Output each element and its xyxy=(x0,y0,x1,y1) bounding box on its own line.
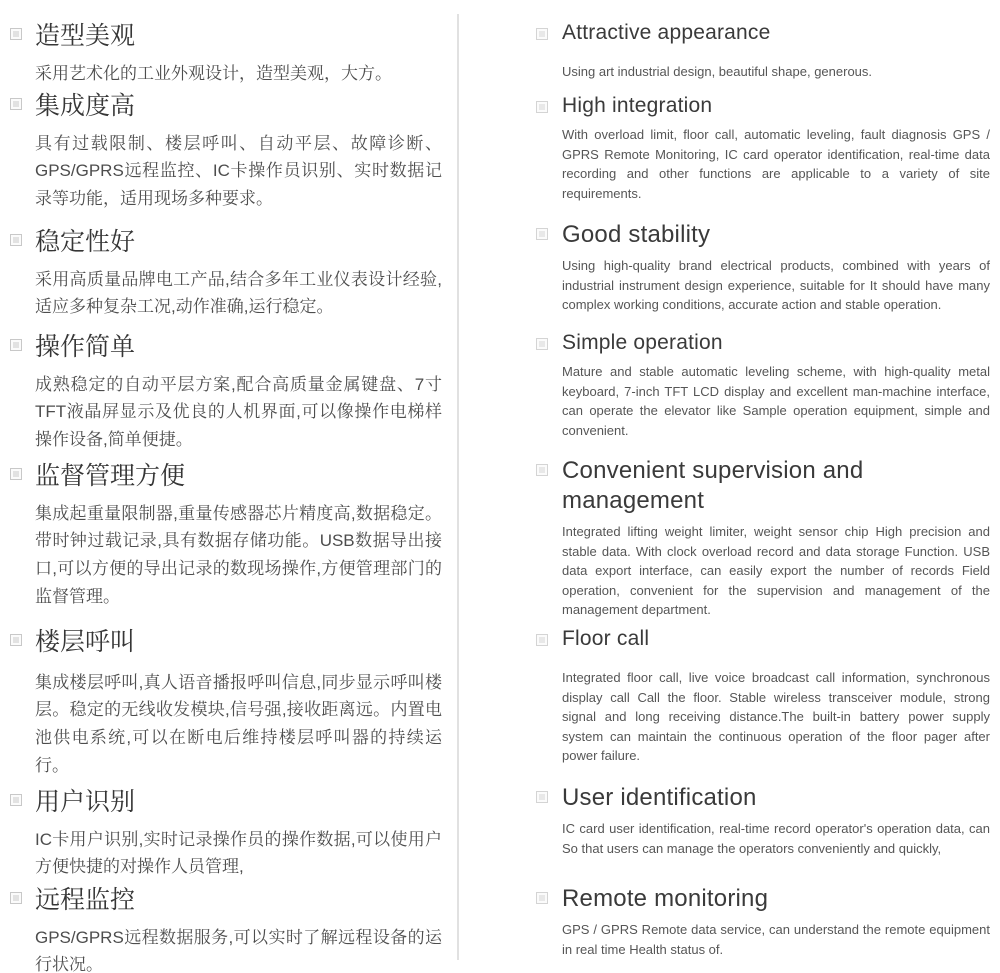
feature-body: GPS/GPRS远程数据服务,可以实时了解远程设备的运行状况。 xyxy=(35,927,442,973)
feature-title: User identification xyxy=(562,784,757,811)
feature-body: 成熟稳定的自动平层方案,配合高质量金属键盘、7寸TFT液晶屏显示及优良的人机界面,可以像操作电梯样操作设备,简单便捷。 xyxy=(35,374,443,449)
feature-title: High integration xyxy=(562,94,713,117)
feature-section-operation xyxy=(10,331,442,454)
feature-section-remote-monitoring xyxy=(536,884,990,959)
feature-title: 楼层呼叫 xyxy=(35,628,136,656)
feature-section-good-stability xyxy=(536,220,990,315)
feature-section-user-identification xyxy=(536,783,990,858)
feature-body: With overload limit, floor call, automatic leveling, fault diagnosis GPS / GPRS Remote Monitoring, IC card operator identification, real-time data recording and other functions are applicable to a variety of site requirements. xyxy=(562,127,990,201)
feature-body: IC卡用户识别,实时记录操作员的操作数据,可以使用户方便快捷的对操作人员管理, xyxy=(35,829,442,877)
feature-body: Using art industrial design, beautiful shape, generous. xyxy=(562,64,873,80)
feature-body: 具有过载限制、楼层呼叫、自动平层、故障诊断、GPS/GPRS远程监控、IC卡操作员识别、实时数据记录等功能，适用现场多种要求。 xyxy=(35,133,442,208)
feature-section-integration xyxy=(10,90,442,213)
feature-title: 远程监控 xyxy=(35,886,136,914)
feature-title: 操作简单 xyxy=(35,333,136,361)
feature-title: 监督管理方便 xyxy=(35,462,186,490)
feature-section-stability xyxy=(10,226,442,321)
feature-section-floor-call-en xyxy=(536,626,990,766)
feature-section-supervision xyxy=(10,460,442,610)
feature-body: IC card user identification, real-time record operator's operation data, can So that users can manage the operators conveniently and quickly, xyxy=(562,821,990,856)
feature-title: 集成度高 xyxy=(35,92,136,120)
square-bullet-icon xyxy=(536,228,548,240)
square-bullet-icon xyxy=(536,892,548,904)
feature-body: 采用高质量品牌电工产品,结合多年工业仪表设计经验,适应多种复杂工况,动作准确,运行稳定。 xyxy=(35,269,442,317)
feature-title: Remote monitoring xyxy=(562,885,769,912)
feature-body: 集成起重量限制器,重量传感器芯片精度高,数据稳定。带时钟过载记录,具有数据存储功能。USB数据导出接口,可以方便的导出记录的数现场操作,方便管理部门的监督管理。 xyxy=(35,503,442,606)
feature-body: Integrated lifting weight limiter, weight sensor chip High precision and stable data. With clock overload record and data storage Function. USB data export interface, can easily export the number of records Field operation, convenient for the supervision and management of the management department. xyxy=(562,524,990,617)
feature-title: 用户识别 xyxy=(35,788,136,816)
square-bullet-icon xyxy=(536,634,548,646)
feature-body: 采用艺术化的工业外观设计，造型美观，大方。 xyxy=(35,63,392,83)
feature-title: Good stability xyxy=(562,221,711,248)
square-bullet-icon xyxy=(536,101,548,113)
feature-body: Using high-quality brand electrical products, combined with years of industrial instrument design experience, suitable for It should have many complex working conditions, accurate action and stable operation. xyxy=(562,258,990,312)
feature-section-convenient-supervision xyxy=(536,456,990,620)
square-bullet-icon xyxy=(536,791,548,803)
square-bullet-icon xyxy=(10,892,22,904)
feature-section-user-id xyxy=(10,786,442,881)
feature-title: Convenient supervision and management xyxy=(562,457,864,514)
feature-body: GPS / GPRS Remote data service, can understand the remote equipment in real time Health status of. xyxy=(562,922,990,957)
square-bullet-icon xyxy=(10,794,22,806)
square-bullet-icon xyxy=(536,28,548,40)
feature-section-simple-operation xyxy=(536,330,990,440)
feature-title: 稳定性好 xyxy=(35,228,136,256)
feature-title: Floor call xyxy=(562,627,650,650)
feature-body: Integrated floor call, live voice broadcast call information, synchronous display call Call the floor. Stable wireless transceiver module, strong signal and long receiving distance.The built-in battery power supply system can maintain the continuous operation of the floor pager after power failure. xyxy=(562,670,990,764)
square-bullet-icon xyxy=(10,234,22,246)
column-divider xyxy=(457,14,459,960)
square-bullet-icon xyxy=(536,338,548,350)
feature-section-high-integration xyxy=(536,93,990,203)
feature-body: Mature and stable automatic leveling scheme, with high-quality metal keyboard, 7-inch TFT LCD display and excellent man-machine interface, can operate the elevator like Sample operation equipment, simple and convenient. xyxy=(562,364,990,438)
square-bullet-icon xyxy=(10,28,22,40)
feature-body: 集成楼层呼叫,真人语音播报呼叫信息,同步显示呼叫楼层。稳定的无线收发模块,信号强,接收距离远。内置电池供电系统,可以在断电后维持楼层呼叫器的持续运行。 xyxy=(35,672,442,775)
feature-section-attractive-appearance xyxy=(536,20,990,82)
square-bullet-icon xyxy=(10,468,22,480)
square-bullet-icon xyxy=(10,339,22,351)
feature-title: 造型美观 xyxy=(35,22,136,50)
square-bullet-icon xyxy=(10,98,22,110)
feature-section-floor-call xyxy=(10,626,442,779)
feature-section-remote xyxy=(10,884,442,973)
feature-section-shape xyxy=(10,20,442,87)
square-bullet-icon xyxy=(536,464,548,476)
feature-title: Attractive appearance xyxy=(562,21,771,44)
feature-title: Simple operation xyxy=(562,331,723,354)
square-bullet-icon xyxy=(10,634,22,646)
